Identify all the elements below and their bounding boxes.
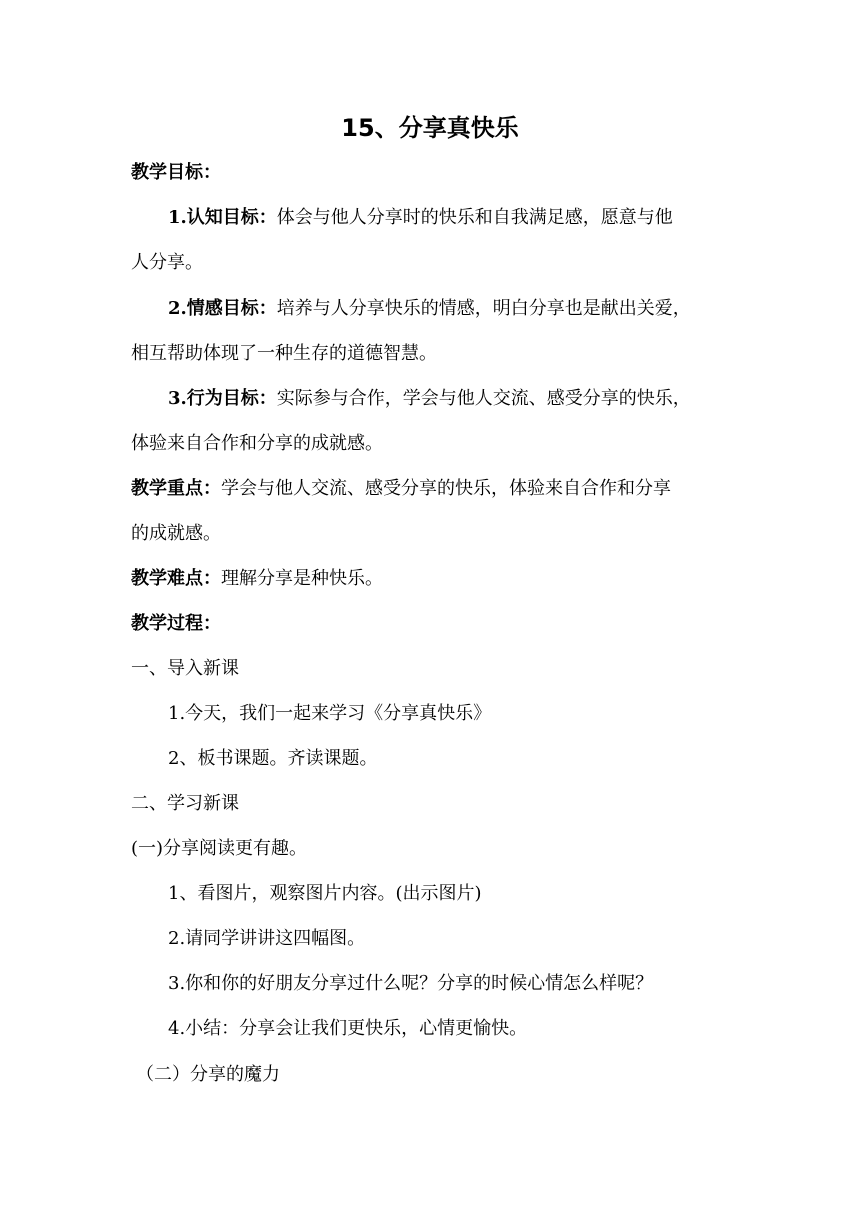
key-point-text: 学会与他人交流、感受分享的快乐，体验来自合作和分享 [221, 478, 671, 499]
subsection-1-item-3: 3.你和你的好朋友分享过什么呢？分享的时候心情怎么样呢？ [168, 973, 654, 994]
key-point-line-1 [131, 474, 671, 504]
difficult-point [131, 564, 383, 594]
section-1-item-2: 2、板书课题。齐读课题。 [168, 748, 378, 769]
objective-2-line-2: 相互帮助体现了一种生存的道德智慧。 [131, 343, 437, 364]
objective-2-label: 2.情感目标： [168, 298, 277, 319]
subsection-2-heading: （二）分享的魔力 [136, 1064, 280, 1085]
section-1-item-1: 1.今天，我们一起来学习《分享真快乐》 [168, 703, 492, 724]
document-title: 15、分享真快乐 [341, 114, 519, 142]
objective-1-line-1 [168, 203, 673, 233]
section-1-heading: 一、导入新课 [131, 658, 239, 679]
subsection-1-item-2: 2.请同学讲讲这四幅图。 [168, 928, 366, 949]
objective-3-label: 3.行为目标： [168, 388, 277, 409]
objective-1-line-2: 人分享。 [131, 252, 203, 273]
subsection-1-item-4: 4.小结：分享会让我们更快乐，心情更愉快。 [168, 1018, 528, 1039]
section-2-heading: 二、学习新课 [131, 793, 239, 814]
objective-3-line-2: 体验来自合作和分享的成就感。 [131, 433, 383, 454]
objective-1-label: 1.认知目标： [168, 207, 277, 228]
objectives-heading: 教学目标： [131, 162, 221, 183]
key-point-label: 教学重点： [131, 478, 221, 499]
subsection-1-heading: (一)分享阅读更有趣。 [131, 838, 308, 859]
difficult-point-label: 教学难点： [131, 568, 221, 589]
key-point-line-2: 的成就感。 [131, 523, 221, 544]
subsection-1-item-1: 1、看图片，观察图片内容。(出示图片) [168, 883, 482, 904]
objective-1-text: 体会与他人分享时的快乐和自我满足感，愿意与他 [276, 207, 673, 228]
objective-2-text: 培养与人分享快乐的情感，明白分享也是献出关爱， [276, 298, 691, 319]
objective-3-text: 实际参与合作，学会与他人交流、感受分享的快乐， [276, 388, 691, 409]
objective-3-line-1 [168, 384, 691, 414]
objective-2-line-1 [168, 294, 691, 324]
difficult-point-text: 理解分享是种快乐。 [221, 568, 383, 589]
process-heading: 教学过程： [131, 613, 221, 634]
